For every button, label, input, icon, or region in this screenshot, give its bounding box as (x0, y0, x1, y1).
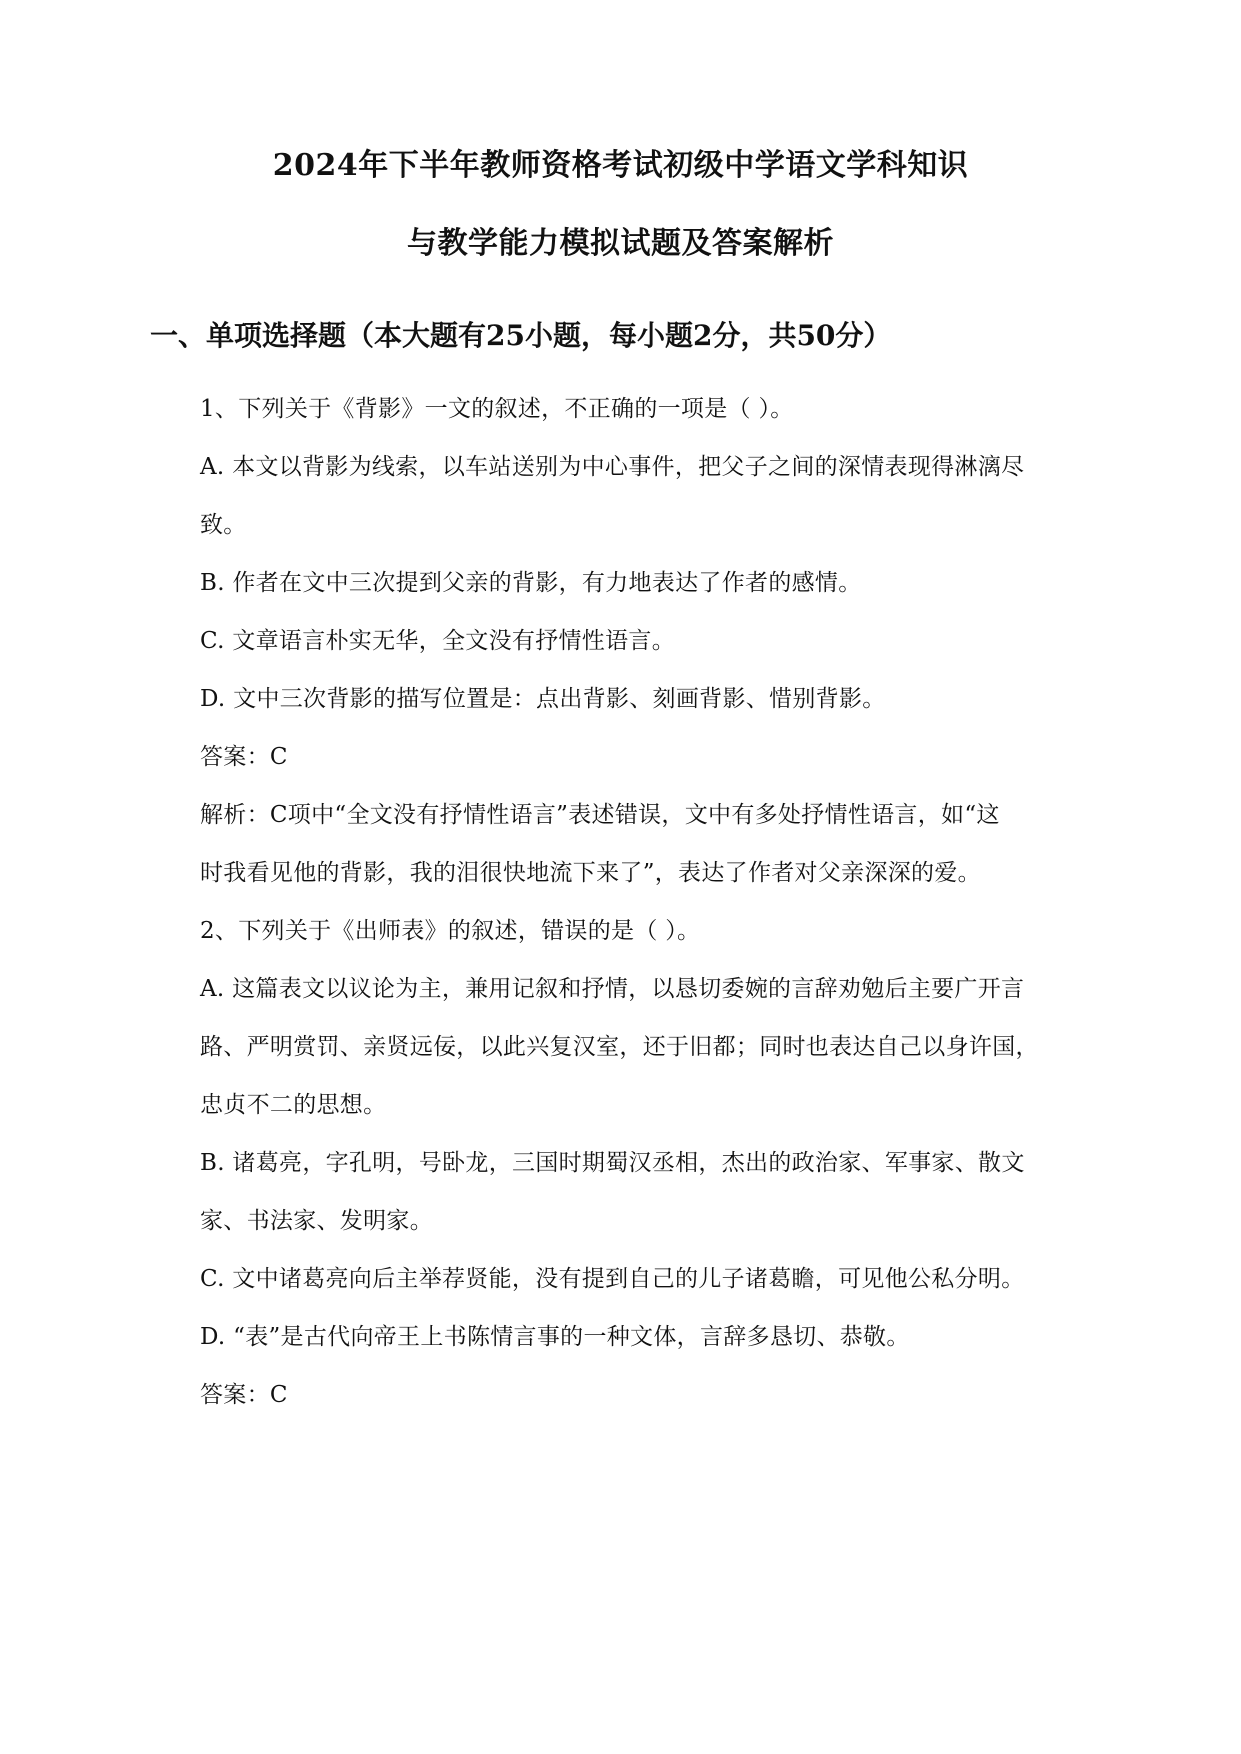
question-2-option-a-cont-2: 忠贞不二的思想。 (200, 1092, 387, 1118)
question-2-option-b: B. 诸葛亮，字孔明，号卧龙，三国时期蜀汉丞相，杰出的政治家、军事家、散文 (200, 1150, 1025, 1176)
question-2-option-c: C. 文中诸葛亮向后主举荐贤能，没有提到自己的儿子诸葛瞻，可见他公私分明。 (200, 1266, 1025, 1292)
section-heading: 一、单项选择题（本大题有25小题，每小题2分，共50分） (150, 319, 892, 352)
question-1-answer: 答案：C (200, 744, 288, 770)
question-2-option-a-cont-1: 路、严明赏罚、亲贤远佞，以此兴复汉室，还于旧都；同时也表达自己以身许国， (200, 1034, 1039, 1060)
document-title-line-2: 与教学能力模拟试题及答案解析 (407, 226, 834, 261)
question-2-option-d: D. “表”是古代向帝王上书陈情言事的一种文体，言辞多恳切、恭敬。 (200, 1324, 910, 1350)
question-1-option-b: B. 作者在文中三次提到父亲的背影，有力地表达了作者的感情。 (200, 570, 862, 596)
question-1-analysis-cont: 时我看见他的背影，我的泪很快地流下来了”，表达了作者对父亲深深的爱。 (200, 860, 981, 886)
question-2-option-a: A. 这篇表文以议论为主，兼用记叙和抒情，以恳切委婉的言辞劝勉后主要广开言 (200, 976, 1025, 1002)
question-1-option-a-cont: 致。 (200, 512, 247, 538)
question-2-answer: 答案：C (200, 1382, 288, 1408)
question-2-stem: 2、下列关于《出师表》的叙述，错误的是（ ）。 (200, 918, 701, 944)
question-1-analysis: 解析：C项中“全文没有抒情性语言”表述错误，文中有多处抒情性语言，如“这 (200, 802, 1000, 828)
document-title-line-1: 2024年下半年教师资格考试初级中学语文学科知识 (272, 148, 969, 183)
question-1-stem: 1、下列关于《背影》一文的叙述，不正确的一项是（ ）。 (200, 396, 794, 422)
question-2-option-b-cont: 家、书法家、发明家。 (200, 1208, 433, 1234)
question-1-option-c: C. 文章语言朴实无华，全文没有抒情性语言。 (200, 628, 676, 654)
question-1-option-d: D. 文中三次背影的描写位置是：点出背影、刻画背影、惜别背影。 (200, 686, 886, 712)
question-1-option-a: A. 本文以背影为线索，以车站送别为中心事件，把父子之间的深情表现得淋漓尽 (200, 454, 1025, 480)
